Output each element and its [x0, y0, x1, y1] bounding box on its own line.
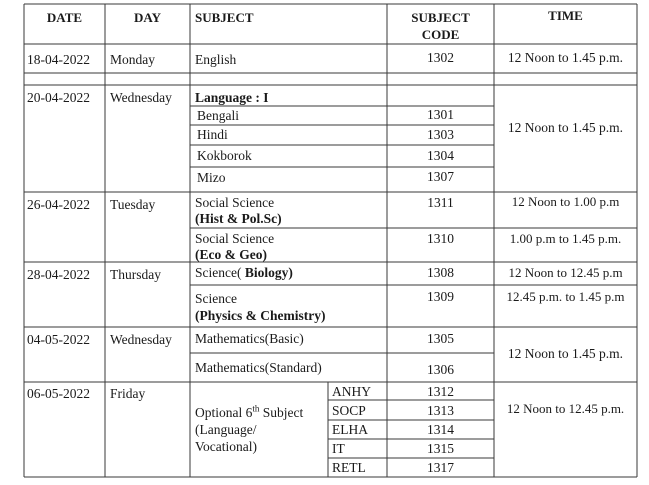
row2-sub3-code: 1304 — [427, 148, 454, 163]
row3-date: 26-04-2022 — [27, 197, 90, 212]
row6-optional-line2: (Language/ — [195, 422, 257, 437]
row5-sub2-code: 1306 — [427, 362, 454, 377]
row2-sub4-code: 1307 — [427, 169, 454, 184]
row1-time: 12 Noon to 1.45 p.m. — [507, 50, 624, 65]
row4-sub2-subject: Science — [195, 291, 237, 306]
row5-sub2-subject: Mathematics(Standard) — [195, 360, 322, 375]
row1-date: 18-04-2022 — [27, 52, 90, 67]
header-date: DATE — [46, 10, 83, 25]
row6-optional-sup: th — [252, 403, 260, 414]
row3-sub1-time: 12 Noon to 1.00 p.m — [511, 194, 620, 209]
row2-sub1-code: 1301 — [427, 107, 454, 122]
row3-sub2-code: 1310 — [427, 231, 454, 246]
row1-code: 1302 — [427, 50, 454, 65]
row1-day: Monday — [110, 52, 155, 67]
row3-sub1-code: 1311 — [427, 195, 454, 210]
row4-sub1-subject — [195, 264, 293, 282]
row6-date: 06-05-2022 — [27, 386, 90, 401]
header-code-line2: CODE — [421, 27, 460, 42]
header-subject: SUBJECT — [195, 10, 254, 25]
row3-sub2-detail: (Eco & Geo) — [195, 247, 267, 262]
row6-sub5-code: 1317 — [427, 460, 454, 475]
row6-optional-line3: Vocational) — [195, 439, 257, 454]
row4-sub2-code: 1309 — [427, 289, 454, 304]
row2-time: 12 Noon to 1.45 p.m. — [507, 120, 624, 135]
row6-sub1-abbr: ANHY — [332, 384, 371, 399]
row6-sub4-abbr: IT — [332, 441, 345, 456]
header-time: TIME — [548, 8, 583, 23]
row6-sub5-abbr: RETL — [332, 460, 366, 475]
header-code-line1: SUBJECT — [411, 10, 470, 25]
row2-sub1-subject: Bengali — [197, 108, 239, 123]
row5-day: Wednesday — [110, 332, 172, 347]
row2-sub4-subject: Mizo — [197, 170, 226, 185]
row6-optional-line1-b: Subject — [259, 405, 304, 420]
header-day: DAY — [134, 10, 161, 25]
row3-sub1-subject: Social Science — [195, 195, 275, 210]
row4-sub2-detail: (Physics & Chemistry) — [195, 308, 326, 323]
row6-optional-line1 — [195, 404, 303, 422]
row2-date: 20-04-2022 — [27, 90, 90, 105]
row2-sub2-code: 1303 — [427, 127, 454, 142]
row6-sub3-code: 1314 — [427, 422, 454, 437]
row6-time: 12 Noon to 12.45 p.m. — [506, 401, 625, 416]
row6-sub2-code: 1313 — [427, 403, 454, 418]
row4-date: 28-04-2022 — [27, 267, 90, 282]
row5-sub1-code: 1305 — [427, 331, 454, 346]
row6-sub3-abbr: ELHA — [332, 422, 368, 437]
row1-subject: English — [195, 52, 237, 67]
row4-sub1-time: 12 Noon to 12.45 p.m — [508, 265, 623, 280]
row3-sub2-time: 1.00 p.m to 1.45 p.m. — [509, 231, 622, 246]
row4-sub1-subject-prefix: Science( — [195, 265, 242, 280]
row5-sub1-subject: Mathematics(Basic) — [195, 331, 304, 346]
row6-sub4-code: 1315 — [427, 441, 454, 456]
row2-day: Wednesday — [110, 90, 172, 105]
row4-sub1-subject-bold: Biology) — [241, 265, 293, 280]
row5-date: 04-05-2022 — [27, 332, 90, 347]
row2-sub2-subject: Hindi — [197, 127, 228, 142]
row3-day: Tuesday — [110, 197, 156, 212]
row5-time: 12 Noon to 1.45 p.m. — [507, 346, 624, 361]
row6-sub2-abbr: SOCP — [332, 403, 366, 418]
row6-sub1-code: 1312 — [427, 384, 454, 399]
row4-sub1-code: 1308 — [427, 265, 454, 280]
row4-day: Thursday — [110, 267, 161, 282]
row2-group-title: Language : I — [195, 90, 269, 105]
row4-sub2-time: 12.45 p.m. to 1.45 p.m — [506, 289, 625, 304]
row3-sub2-subject: Social Science — [195, 231, 275, 246]
row6-optional-line1-a: Optional 6 — [195, 405, 253, 420]
row3-sub1-detail: (Hist & Pol.Sc) — [195, 211, 282, 226]
row6-day: Friday — [110, 386, 146, 401]
row2-sub3-subject: Kokborok — [197, 148, 252, 163]
